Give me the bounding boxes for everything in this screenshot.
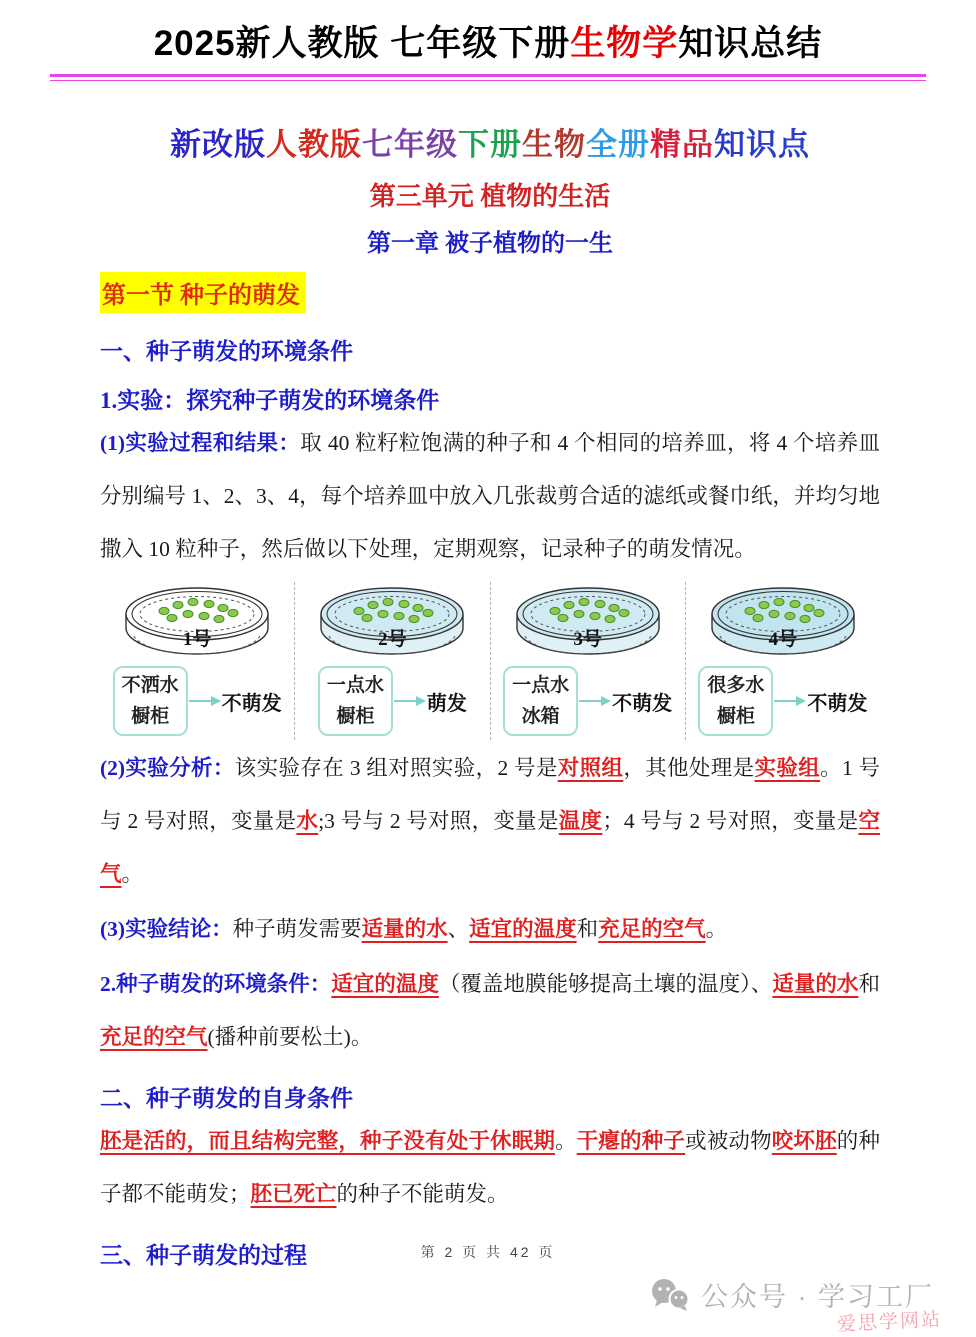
doc-title-segment: 知识点 bbox=[714, 127, 810, 162]
header-highlight: 生物学 bbox=[570, 24, 679, 63]
page-header bbox=[0, 0, 976, 81]
paragraph-label: (2)实验分析： bbox=[100, 756, 235, 780]
paragraph-env-conditions bbox=[100, 958, 880, 1064]
chapter-title: 第一章 被子植物的一生 bbox=[367, 231, 613, 257]
experiment-panel-2 bbox=[294, 582, 489, 740]
paragraph-segment-emphasis: 适宜的温度 bbox=[331, 972, 439, 996]
doc-title-segment: 下册 bbox=[458, 127, 522, 162]
site-watermark: 爱思学网站 bbox=[836, 1309, 943, 1336]
condition-line2: 橱柜 bbox=[716, 706, 755, 727]
arrow-right-icon bbox=[189, 694, 221, 708]
paragraph-segment-emphasis: 适量的水 bbox=[361, 917, 448, 941]
experiment-panel-4 bbox=[685, 582, 880, 740]
paragraph-segment: 。 bbox=[555, 1129, 577, 1153]
paragraph-segment-emphasis: 对照组 bbox=[557, 756, 624, 780]
paragraph-segment: (播种前要松土)。 bbox=[207, 1025, 373, 1049]
unit-title: 第三单元 植物的生活 bbox=[369, 182, 611, 211]
paragraph-segment-emphasis: 胚是活的，而且结构完整，种子没有处于休眠期 bbox=[100, 1129, 556, 1153]
wechat-banner-label: 公众号 · 学习工厂 bbox=[701, 1282, 934, 1312]
paragraph-segment: 和 bbox=[576, 917, 599, 941]
paragraph-segment: 的种子都不能萌发； bbox=[100, 1129, 880, 1206]
page-header-title bbox=[0, 16, 976, 66]
condition-line2: 冰箱 bbox=[521, 706, 560, 727]
result-label: 不萌发 bbox=[807, 692, 868, 715]
paragraph-segment: 。1 号与 2 号对照，变量是 bbox=[100, 756, 880, 833]
condition-line1: 很多水 bbox=[707, 675, 765, 696]
result-label: 萌发 bbox=[426, 692, 467, 715]
dish-number-label: 4号 bbox=[768, 629, 798, 650]
paragraph-segment-emphasis: 适宜的温度 bbox=[469, 917, 577, 941]
dish-number-label: 2号 bbox=[378, 629, 407, 650]
arrow-right-icon bbox=[394, 694, 426, 708]
paragraph-segment: 。 bbox=[705, 917, 728, 941]
heading-experiment: 1.实验：探究种子萌发的环境条件 bbox=[100, 388, 440, 413]
paragraph-segment: 和 bbox=[858, 972, 880, 996]
paragraph-label: 2.种子萌发的环境条件： bbox=[100, 972, 332, 996]
paragraph-label: (3)实验结论： bbox=[100, 917, 233, 941]
paragraph-segment: 或被动物 bbox=[685, 1129, 772, 1153]
paragraph-experiment-analysis bbox=[100, 742, 880, 901]
paragraph-segment-emphasis: 充足的空气 bbox=[100, 1025, 208, 1049]
doc-title-segment: 精品 bbox=[650, 127, 714, 162]
section-heading-highlighted bbox=[100, 272, 880, 313]
paragraph-segment: 。 bbox=[121, 862, 144, 886]
paragraph-segment: 、 bbox=[447, 917, 470, 941]
paragraph-segment-emphasis: 空气 bbox=[100, 809, 880, 886]
condition-box bbox=[318, 666, 393, 736]
paragraph-self-conditions bbox=[100, 1115, 880, 1221]
doc-title-segment: 生物 bbox=[522, 127, 586, 162]
paragraph-segment: ;3 号与 2 号对照，变量是 bbox=[318, 809, 559, 833]
paragraph-segment-emphasis: 实验组 bbox=[754, 756, 821, 780]
paragraph-segment-emphasis: 适量的水 bbox=[772, 972, 859, 996]
petri-dish-illustration bbox=[513, 584, 663, 658]
petri-dish-figure bbox=[100, 582, 880, 740]
condition-row bbox=[491, 666, 685, 736]
dish-number-label: 3号 bbox=[573, 629, 602, 650]
petri-dish-illustration bbox=[708, 584, 858, 658]
condition-line1: 不洒水 bbox=[121, 675, 179, 696]
heading-germination-process: 三、种子萌发的过程 bbox=[100, 1243, 307, 1268]
condition-line2: 橱柜 bbox=[336, 706, 375, 727]
paragraph-segment: 种子萌发需要 bbox=[232, 917, 362, 941]
condition-row bbox=[100, 666, 294, 736]
paragraph-segment-emphasis: 水 bbox=[296, 809, 319, 833]
paragraph-segment-emphasis: 充足的空气 bbox=[598, 917, 706, 941]
paragraph-segment: 该实验存在 3 组对照实验，2 号是 bbox=[234, 756, 558, 780]
condition-line2: 橱柜 bbox=[131, 706, 170, 727]
paragraph-segment-emphasis: 胚已死亡 bbox=[250, 1182, 337, 1206]
heading-env-conditions: 一、种子萌发的环境条件 bbox=[100, 339, 353, 364]
petri-dish-2 bbox=[317, 584, 467, 658]
document-body bbox=[0, 119, 976, 1270]
wechat-icon bbox=[649, 1278, 691, 1312]
paragraph-segment-emphasis: 温度 bbox=[558, 809, 603, 833]
experiment-panel-1 bbox=[100, 582, 294, 740]
arrow-right-icon bbox=[774, 694, 806, 708]
paragraph-experiment-process bbox=[100, 417, 880, 576]
section-heading-text: 第一节 种子的萌发 bbox=[100, 272, 306, 313]
page-number: 第 2 页 共 42 页 bbox=[420, 1244, 556, 1260]
result-label: 不萌发 bbox=[612, 692, 673, 715]
paragraph-segment: ；4 号与 2 号对照，变量是 bbox=[602, 809, 859, 833]
petri-dish-1 bbox=[122, 584, 272, 658]
condition-line1: 一点水 bbox=[512, 675, 570, 696]
experiment-panel-3 bbox=[490, 582, 685, 740]
condition-row bbox=[686, 666, 880, 736]
paragraph-text: 取 40 粒籽粒饱满的种子和 4 个相同的培养皿，将 4 个培养皿分别编号 1、2、3、4，每个培养皿中放入几张裁剪合适的滤纸或餐巾纸，并均匀地撒入 10 粒种子，然后做以下处理，定期观察，记录种子的萌发情况。 bbox=[100, 431, 880, 561]
arrow-right-icon bbox=[579, 694, 611, 708]
paragraph-segment: 的种子不能萌发。 bbox=[336, 1182, 509, 1206]
doc-title-segment: 新改版 bbox=[170, 127, 266, 162]
doc-title bbox=[100, 119, 880, 164]
condition-line1: 一点水 bbox=[326, 675, 384, 696]
paragraph-segment: （覆盖地膜能够提高土壤的温度）、 bbox=[438, 972, 773, 996]
petri-dish-illustration bbox=[317, 584, 467, 658]
petri-dish-4 bbox=[708, 584, 858, 658]
condition-box bbox=[503, 666, 578, 736]
header-prefix: 2025新人教版 七年级下册 bbox=[153, 24, 571, 63]
heading-self-conditions: 二、种子萌发的自身条件 bbox=[100, 1086, 353, 1111]
result-label: 不萌发 bbox=[221, 692, 282, 715]
paragraph-segment-emphasis: 咬坏胚 bbox=[771, 1129, 837, 1153]
condition-row bbox=[295, 666, 489, 736]
paragraph-label: (1)实验过程和结果： bbox=[100, 431, 301, 455]
condition-box bbox=[113, 666, 188, 736]
paragraph-segment-emphasis: 干瘪的种子 bbox=[576, 1129, 686, 1153]
condition-box bbox=[698, 666, 773, 736]
doc-title-segment: 人教版 bbox=[266, 127, 362, 162]
doc-title-segment: 七年级 bbox=[362, 127, 458, 162]
doc-title-segment: 全册 bbox=[586, 127, 650, 162]
paragraph-experiment-conclusion bbox=[100, 903, 880, 956]
header-suffix: 知识总结 bbox=[678, 24, 823, 63]
dish-number-label: 1号 bbox=[182, 629, 212, 650]
petri-dish-illustration bbox=[122, 584, 272, 658]
header-divider bbox=[50, 74, 926, 81]
petri-dish-3 bbox=[513, 584, 663, 658]
paragraph-segment: ，其他处理是 bbox=[623, 756, 755, 780]
